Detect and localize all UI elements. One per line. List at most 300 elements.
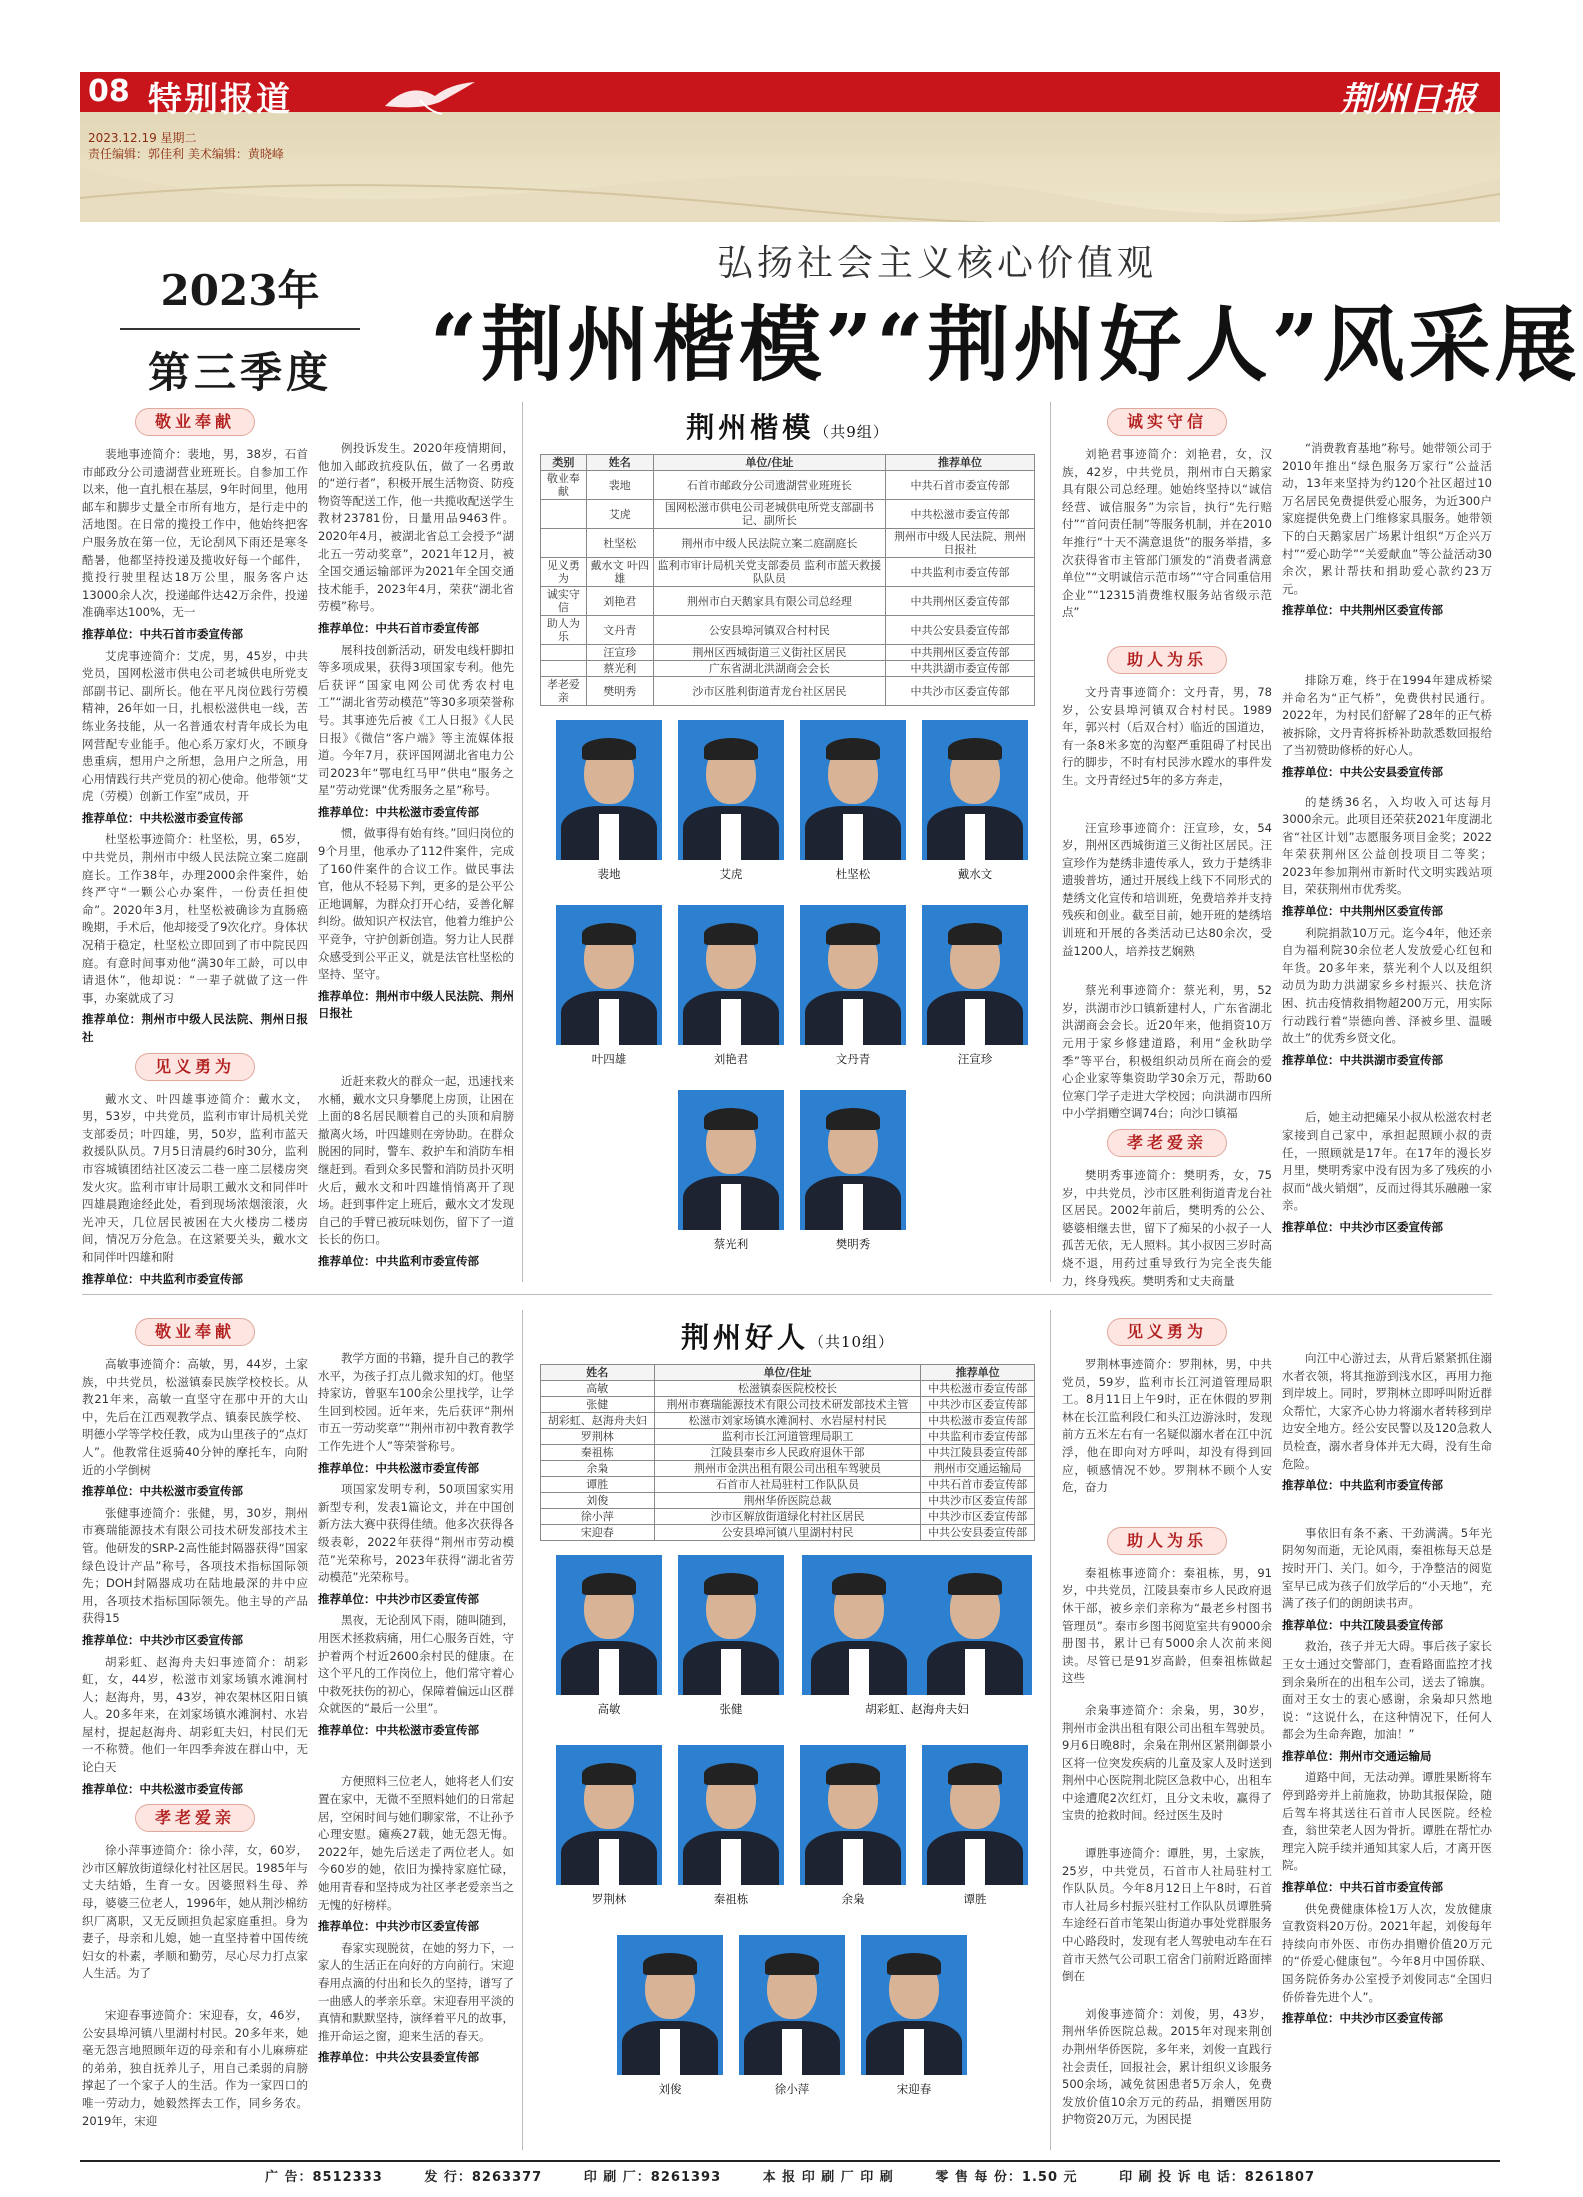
portrait-card [556, 1555, 662, 1717]
portrait-shirt-shape [721, 1839, 741, 1885]
table-cell: 蔡光利 [586, 661, 653, 677]
masthead-red-band [80, 72, 1500, 112]
table-row [541, 616, 1035, 645]
story-yuxiao-cont: 救治，孩子并无大碍。事后孩子家长王女士通过交警部门，查看路面监控才找到余枭所在的出租车公司，送去了锦旗。面对王女士的衷心感谢，余枭却只然地说：“这说什么，在这种情况下，任何人都会为生命奔跑，加油！” [1282, 1639, 1492, 1742]
recommender: 推荐单位：中共松滋市委宣传部 [318, 804, 479, 819]
story-hucaihong-zhaohaizhou: 胡彩虹、赵海舟夫妇事迹简介：胡彩虹，女，44岁，松滋市刘家场镇水滩涧村人；赵海舟，男，43岁，神农架林区阳日镇人。20多年来，在刘家场镇水滩涧村、水岩屋村，提起赵海舟、胡彩虹夫妇，村民们无一不称赞。他们一年四季奔波在群山中，无论白天 [82, 1654, 308, 1775]
crane-bird-icon [380, 76, 480, 116]
portrait-photo [678, 905, 784, 1045]
table-cell: 刘艳君 [586, 587, 653, 616]
portrait-card [861, 1935, 967, 2097]
headline-year-block [120, 258, 360, 400]
portrait-hair-shape [704, 1573, 758, 1595]
table-cell: 秦祖栋 [541, 1445, 655, 1461]
table-cell: 中共荆州区委宣传部 [885, 645, 1034, 661]
table-cell: 中共松滋市委宣传部 [885, 500, 1034, 529]
haoren-header-row [541, 1365, 1035, 1381]
portrait-card [922, 720, 1028, 882]
table-cell: 石首市人社局驻村工作队队员 [654, 1477, 921, 1493]
portrait-hair-shape [704, 923, 758, 945]
footer-complaint: 印 刷 投 诉 电 话：8261807 [1119, 2170, 1316, 2185]
table-row [541, 1525, 1035, 1541]
table-row [541, 1397, 1035, 1413]
table-row [541, 1445, 1035, 1461]
masthead [80, 72, 1500, 222]
portrait-shirt-shape [849, 1649, 869, 1695]
issue-editors: 责任编辑：郭佳利 美术编辑：黄晓峰 [88, 147, 284, 161]
portrait-card [556, 720, 662, 882]
table-cell: 石首市邮政分公司遗湖营业班班长 [653, 471, 885, 500]
footer-ad: 广 告：8512333 [264, 2170, 383, 2185]
table-cell: 敬业奉献 [541, 471, 587, 500]
portrait-shirt-shape [721, 1649, 741, 1695]
table-cell: 沙市区解放街道绿化村社区居民 [654, 1509, 921, 1525]
left-top-column-2 [318, 440, 514, 1275]
table-cell [541, 529, 587, 558]
story-liuyanjun: 刘艳君事迹简介：刘艳君，女，汉族，42岁，中共党员，荆州市白天鹅家具有限公司总经理。她始终坚持以“诚信经营、诚信服务”为宗旨，执行“先行赔付”“首问责任制”等服务机制，并在2010年推行“十天不满意退货”的服务举措，多次获得省市主管部门颁发的“消费者满意单位”“文明诚信示范市场”“守合同重信用企业”“12315消费维权服务站省级示范点” [1062, 447, 1272, 620]
portrait-caption: 汪宣珍 [957, 1052, 993, 1066]
table-cell: 荆州华侨医院总裁 [654, 1493, 921, 1509]
table-header-cell: 推荐单位 [921, 1365, 1035, 1381]
story-dai-ye-cont: 近赶来救火的群众一起，迅速找来水桶，戴水文只身攀爬上房顶，让困在上面的8名居民顺着自己的头顶和肩膀撤离火场，叶四雄则在旁协助。在群众脱困的同时，警车、救护车和消防车相继赶到。看到众多民警和消防员扑灭明火后，戴水文和叶四雄悄悄离开了现场。赶到事件定上班后，戴水文才发现自己的手臂已被玩味划伤，留下了一道长长的伤口。 [318, 1074, 514, 1247]
table-cell: 宋迎春 [541, 1525, 655, 1541]
table-cell: 汪宣珍 [586, 645, 653, 661]
table-cell: 中共洪湖市委宣传部 [885, 661, 1034, 677]
portrait-caption: 刘艳君 [713, 1052, 749, 1066]
table-cell: 文丹青 [586, 616, 653, 645]
portrait-shirt-shape [843, 999, 863, 1045]
column-divider [522, 1310, 523, 2150]
table-row [541, 1381, 1035, 1397]
portrait-hair-shape [948, 1573, 1002, 1595]
table-cell: 监利市长江河道管理局职工 [654, 1429, 921, 1445]
story-tansheng-cont: 道路中间，无法动弹。谭胜果断将车停到路旁并上前施救，协助其报保险，随后驾车将其送往石首市人民医院。经检查，翁世荣老人因为骨折。谭胜在帮忙办理完入院手续并通知其家人后，才离开医院。 [1282, 1770, 1492, 1873]
table-row [541, 558, 1035, 587]
recommender: 推荐单位：中共监利市委宣传部 [318, 1253, 479, 1268]
portrait-caption: 蔡光利 [713, 1237, 749, 1251]
table-cell: 公安县埠河镇双合村村民 [653, 616, 885, 645]
table-cell: 高敏 [541, 1381, 655, 1397]
page-number: 08 [88, 74, 130, 109]
portrait-shirt-shape [721, 1184, 741, 1230]
recommender: 推荐单位：中共沙市区委宣传部 [1282, 2011, 1443, 2026]
portrait-photo [617, 1935, 723, 2075]
table-cell: 沙市区胜利街道青龙台社区居民 [653, 677, 885, 706]
portrait-caption: 张健 [719, 1702, 743, 1716]
table-cell: 孝老爱亲 [541, 677, 587, 706]
portrait-photo [800, 720, 906, 860]
haoren-title [540, 1316, 1035, 1356]
section-label-helping: 助人为乐 [1107, 646, 1227, 674]
table-cell: 荆州区西城街道三义街社区居民 [653, 645, 885, 661]
portrait-hair-shape [582, 1573, 636, 1595]
portrait-hair-shape [948, 738, 1002, 760]
table-cell: 中共沙市区委宣传部 [921, 1509, 1035, 1525]
story-gaomin: 高敏事迹简介：高敏，男，44岁，土家族，中共党员，松滋镇泰民族学校校长。从教21年来，高敏一直坚守在那中开的大山中，先后在江西观教学点、镇泰民族学校、明德小学等学校任教，成为山里孩子的“点灯人”。他教常住返骑40分钟的摩托车，向附近的小学倒树 [82, 1357, 308, 1477]
headline-year-rule [120, 328, 360, 330]
haoren-table-body [541, 1381, 1035, 1541]
footer-info-bar [80, 2160, 1500, 2184]
table-cell: 松滋市刘家场镇水滩涧村、水岩屋村村民 [654, 1413, 921, 1429]
portrait-shirt-shape [599, 814, 619, 860]
section-label-bravery: 见义勇为 [135, 1053, 255, 1081]
portrait-card [800, 1090, 906, 1252]
recommender: 推荐单位：中共松滋市委宣传部 [82, 810, 243, 825]
table-row [541, 1429, 1035, 1445]
portrait-photo [556, 905, 662, 1045]
table-cell: 松滋镇泰医院校校长 [654, 1381, 921, 1397]
table-cell: 中共松滋市委宣传部 [921, 1413, 1035, 1429]
recommender: 推荐单位：中共荆州区委宣传部 [1282, 603, 1443, 618]
portrait-shirt-shape [660, 2029, 680, 2075]
table-cell: 胡彩虹、赵海舟夫妇 [541, 1413, 655, 1429]
recommender: 推荐单位：中共石首市委宣传部 [1282, 1880, 1443, 1895]
table-row [541, 471, 1035, 500]
story-luojinglin-cont: 向江中心游过去，从背后紧紧抓住溺水者衣领，将其拖游到浅水区，再用力拖到岸坡上。同时，罗荆林立即呼叫附近群众帮忙，大家齐心协力将溺水者转移到岸边安全地方。经公安民警以及120急救人员检查，溺水者身体并无大碍，没有生命危险。 [1282, 1351, 1492, 1471]
portrait-hair-shape [582, 1763, 636, 1785]
table-row [541, 1477, 1035, 1493]
story-hu-zhao-cont: 黑夜，无论刮风下雨，随叫随到，用医术拯救病痛，用仁心服务百姓，守护着两个村近2600余村民的健康。在这个平凡的工作岗位上，他们常守着心中救死扶伤的初心，保障着偏远山区群众就医的“最后一公里”。 [318, 1613, 514, 1716]
portrait-card [800, 1745, 906, 1907]
right-top-column-2 [1282, 440, 1492, 1241]
story-zhangjian-cont: 项国家发明专利，50项国家实用新型专利，发表1篇论文，并在中国创新方法大赛中获得佳绩。他多次获得各级表彰，2022年获得“荆州市劳动模范”光荣称号，2023年获得“湖北省劳动模范”光荣称号。 [318, 1482, 514, 1585]
headline-main-title: “荆州楷模”“荆州好人”风采展 [430, 297, 1581, 393]
story-daishuiwen-yesixiong: 戴水文、叶四雄事迹简介：戴水文，男，53岁，中共党员，监利市审计局机关党支部委员；叶四雄，男，50岁，监利市蓝天救援队队员。7月5日清晨约6时30分，监利市容城镇团结社区凌云二巷一座二层楼房突发火灾。监利市审计局职工戴水文和同伴叶四雄晨跑途经此处，看到现场浓烟滚滚，火光冲天，几位居民被困在大火楼房二楼房间，情况万分危急。在这紧要关头，戴水文和同伴叶四雄和附 [82, 1091, 308, 1264]
table-cell: 荆州市白天鹅家具有限公司总经理 [653, 587, 885, 616]
table-cell: 荆州市赛瑞能源技术有限公司技术研发部技术主管 [654, 1397, 921, 1413]
recommender: 推荐单位：中共洪湖市委宣传部 [1282, 1052, 1443, 1067]
left-top-column [82, 402, 308, 1292]
left-bottom-column-2 [318, 1350, 514, 2071]
story-yuxiao: 余枭事迹简介：余枭，男，30岁，荆州市金洪出租有限公司出租车驾驶员。9月6日晚8时，余枭在荆州区紧荆御景小区将一位突发疾病的儿童及家人及时送到荆州中心医院荆北院区急救中心，出租车中途遭爬2次红灯，且分文未收，赢得了宝贵的抢救时间。经过医生及时 [1062, 1702, 1272, 1823]
left-bottom-column [82, 1312, 308, 2134]
brand-logo: 荆州日报 [1340, 80, 1476, 120]
table-row [541, 1509, 1035, 1525]
portrait-card [556, 1745, 662, 1907]
portrait-caption: 刘俊 [658, 2082, 682, 2096]
portrait-photo [922, 905, 1028, 1045]
table-header-cell: 推荐单位 [885, 455, 1034, 471]
recommender: 推荐单位：中共松滋市委宣传部 [82, 1781, 243, 1796]
portrait-card [617, 1935, 723, 2097]
portrait-photo [739, 1935, 845, 2075]
portrait-shirt-shape [782, 2029, 802, 2075]
portrait-photo [556, 1745, 662, 1885]
story-zhangjian: 张健事迹简介：张健，男，30岁，荆州市赛瑞能源技术有限公司技术研发部技术主管。他研发的SRP-2高性能封隔器获得“国家绿色设计产品”称号，各项技术指标国际领先；DOH封隔器成功在陆地最深的井中应用，各项技术指标国际领先。他主导的产品获得15 [82, 1505, 308, 1626]
story-liujun: 刘俊事迹简介：刘俊，男，43岁，荆州华侨医院总裁。2015年对现来荆创办荆州华侨医院，多年来，刘俊一直践行社会责任，回报社会，累计组织义诊服务500余场，减免贫困患者5万余人，免费发放价值10余万元的药品，捐赠医用防护物资20万元，为困民提 [1062, 2006, 1272, 2127]
portrait-hair-shape [948, 923, 1002, 945]
table-header-cell: 姓名 [541, 1365, 655, 1381]
recommender: 推荐单位：中共江陵县委宣传部 [1282, 1617, 1443, 1632]
table-cell: 中共石首市委宣传部 [885, 471, 1034, 500]
portrait-hair-shape [826, 1763, 880, 1785]
portrait-photo [861, 1935, 967, 2075]
table-cell: 中共监利市委宣传部 [885, 558, 1034, 587]
portrait-photo [678, 720, 784, 860]
story-liujun-cont: 供免费健康体检1万人次，发放健康宣教资料20万份。2021年起，刘俊每年持续向市外医、市伤办捐赠价值20万元的“侨爱心健康包”。今年8月中国侨联、国务院侨务办公室授予刘俊同志“全国归侨侨眷先进个人”。 [1282, 1901, 1492, 2004]
portrait-hair-shape [826, 738, 880, 760]
table-header-cell: 姓名 [586, 455, 653, 471]
footer-print: 印 刷 厂：8261393 [583, 2170, 722, 2185]
portrait-shirt-shape [965, 814, 985, 860]
story-dujiansong: 杜坚松事迹简介：杜坚松，男，65岁，中共党员，荆州市中级人民法院立案二庭副庭长。工作38年，办理2000余件案件，始终严守“一颗公心办案件，一份责任担使命”。2020年3月，杜坚松被确诊为直肠癌晚期，手术后，他却接受了9次化疗。身体状况稍于稳定，杜坚松立即回到了市中院民四庭。有意时间事劝他“满30年工龄，可以申请退休”，他却说：“一辈子就做了这一件事，办案就成了习 [82, 832, 308, 1005]
portrait-shirt-shape [965, 1649, 985, 1695]
story-xuxiaoping: 徐小萍事迹简介：徐小萍，女，60岁，沙市区解放街道绿化村社区居民。1985年与丈夫结婚，生育一女。因婆照料生母、养母，婆婆三位老人，1996年，她从荆沙棉纺织厂离职，又无反顾担负起家庭重担。身为妻子，母亲和儿媳，她一直坚持着中国传统妇女的朴素，孝顺和勤劳，尽心尽力打点家人生活。为了 [82, 1843, 308, 1981]
table-cell: 监利市审计局机关党支部委员 监利市蓝天救援队队员 [653, 558, 885, 587]
portrait-photo [800, 1745, 906, 1885]
portrait-shirt-shape [599, 999, 619, 1045]
portrait-shirt-shape [599, 1649, 619, 1695]
portrait-hair-shape [826, 923, 880, 945]
section-label-dedication: 敬业奉献 [135, 1318, 255, 1346]
portrait-caption: 杜坚松 [835, 867, 871, 881]
story-qinzudong-cont: 事依旧有条不紊、干劲满满。5年光阴匆匆而逝，无论风雨，秦祖栋每天总是按时开门、关门。如今，于净整洁的阅览室早已成为孩子们放学后的“小天地”，充满了孩子们的朗朗读书声。 [1282, 1525, 1492, 1611]
recommender: 推荐单位：中共公安县委宣传部 [1282, 764, 1443, 779]
recommender: 推荐单位：中共沙市区委宣传部 [318, 1591, 479, 1606]
table-cell: 中共沙市区委宣传部 [885, 677, 1034, 706]
table-cell: 见义勇为 [541, 558, 587, 587]
table-row [541, 677, 1035, 706]
section-label-bravery: 见义勇为 [1107, 1318, 1227, 1346]
kaimo-title-text: 荆州楷模 [686, 411, 815, 444]
table-row [541, 661, 1035, 677]
table-row [541, 529, 1035, 558]
table-cell: 杜坚松 [586, 529, 653, 558]
section-label-filial: 孝老爱亲 [1107, 1129, 1227, 1157]
table-cell: 中共沙市区委宣传部 [921, 1493, 1035, 1509]
story-peidi-cont: 例投诉发生。2020年疫情期间，他加入邮政抗疫队伍，做了一名勇敢的“逆行者”，积极开展生活物资、防疫物资等配送工作，他一共揽收配送学生教材23781份，日量用品9463件。2020年4月，被湖北省总工会授予“湖北五一劳动奖章”，2021年12月，被全国交通运输部评为2021年全国交通技术能手，2023年4月，荣获“湖北省劳模”称号。 [318, 441, 514, 614]
table-cell [541, 645, 587, 661]
portrait-photo [800, 1090, 906, 1230]
table-cell: 谭胜 [541, 1477, 655, 1493]
portrait-hair-shape [765, 1953, 819, 1975]
table-cell: 中共沙市区委宣传部 [921, 1397, 1035, 1413]
recommender: 推荐单位：中共公安县委宣传部 [318, 2050, 479, 2065]
portrait-caption: 艾虎 [719, 867, 743, 881]
haoren-count: （共10组） [808, 1333, 895, 1351]
section-label-dedication: 敬业奉献 [135, 408, 255, 436]
portrait-photo [678, 1555, 784, 1695]
section-label-helping: 助人为乐 [1107, 1527, 1227, 1555]
portrait-shirt-shape [843, 1839, 863, 1885]
table-cell: 荆州市金洪出租有限公司出租车驾驶员 [654, 1461, 921, 1477]
story-peidi: 裴地事迹简介：裴地，男，38岁，石首市邮政分公司遗湖营业班班长。自参加工作以来，他一直扎根在基层，9年时间里，他用邮车和脚步丈量全市所有地方，是行走中的活地图。在日常的揽投工作中，他始终把客户服务放在第一位，无论刮风下雨还是寒冬酷暑，他都坚持投递及揽收好每一个邮件，揽投行驶里程达18万公里，服务客户达13000余人次，投递邮件达42万余件，投递准确率达100%，无一 [82, 447, 308, 620]
story-caiguangli: 蔡光利事迹简介：蔡光利，男，52岁，洪湖市沙口镇新建村人，广东省湖北洪湖商会会长。近20年来，他捐资10万元用于家乡修建道路，利用“金秋助学季”等平台，积极组织动员所在商会的爱心企业家等集资助学30余万元，帮助60位寒门学子走进大学校园；向洪湖市四所中小学捐赠空调74台；向沙口镇福 [1062, 983, 1272, 1121]
story-songyingchun-cont: 春家实现脱贫，在她的努力下，一家人的生活正在向好的方向前行。宋迎春用点滴的付出和长久的坚持，谱写了一曲感人的孝亲乐章。宋迎春用平淡的真情和默默坚持，演绎着平凡的故事，推开命运之窗，迎来生活的春天。 [318, 1940, 514, 2043]
table-cell: 中共监利市委宣传部 [921, 1429, 1035, 1445]
kaimo-photo-grid [540, 720, 1035, 1300]
recommender: 推荐单位：中共松滋市委宣传部 [318, 1460, 479, 1475]
portrait-caption: 秦祖栋 [713, 1892, 749, 1906]
haoren-table [540, 1364, 1035, 1541]
issue-date: 2023.12.19 星期二 [88, 131, 197, 145]
portrait-shirt-shape [721, 814, 741, 860]
table-cell: 中共江陵县委宣传部 [921, 1445, 1035, 1461]
portrait-photo [922, 720, 1028, 860]
kaimo-count: （共9组） [814, 423, 889, 441]
section-title: 特别报道 [148, 80, 292, 120]
column-divider [522, 402, 523, 1282]
right-top-column [1062, 402, 1272, 1294]
portrait-hair-shape [887, 1953, 941, 1975]
story-qinzudong: 秦祖栋事迹简介：秦祖栋，男，91岁，中共党员，江陵县秦市乡人民政府退休干部，被乡亲们亲称为“最老乡村图书管理员”。秦市乡图书阅览室共有9000余册图书，累计已有5000余人次前来阅读。尽管已是91岁高龄，但秦祖栋做起这些 [1062, 1565, 1272, 1686]
table-cell: 艾虎 [586, 500, 653, 529]
portrait-card [556, 905, 662, 1067]
portrait-shirt-shape [721, 999, 741, 1045]
recommender: 推荐单位：中共石首市委宣传部 [82, 626, 243, 641]
portrait-photo [556, 720, 662, 860]
story-wangxuanzhen-cont: 的楚绣36名，入均收入可达每月3000余元。此项目还荣获2021年度湖北省“社区计划”志愿服务项目金奖；2022年荣获荆州区公益创投项目二等奖；2023年参加荆州市新时代文明实践站项目，荣获荆州市优秀奖。 [1282, 794, 1492, 897]
story-dujiansong-cont: 惯，做事得有始有终。”回归岗位的9个月里，他承办了112件案件，完成了160件案件的合议工作。做民事法官，他从不轻易下判，更多的是公平公正地调解，为群众打开心结，妥善化解纠纷。做知识产权法官，他着力维护公平竞争，守护创新创造。努力让人民群众感受到公平正义，就是法官杜坚松的坚持、坚守。 [318, 826, 514, 982]
table-header-cell: 单位/住址 [654, 1365, 921, 1381]
section-label-honesty: 诚实守信 [1107, 408, 1227, 436]
portrait-shirt-shape [965, 1839, 985, 1885]
story-caiguangli-cont: 利院捐款10万元。迄今4年，他还亲自为福利院30余位老人发放爱心红包和年货。20多年来，蔡光利个人以及组织动员为助力洪湖家乡乡村振兴、扶危济困、抗击疫情救捐物超200万元，用实际行动践行着“崇德向善、泽被乡里、温暖故土”的优秀乡贤文化。 [1282, 925, 1492, 1046]
table-cell: 中共公安县委宣传部 [885, 616, 1034, 645]
portrait-hair-shape [582, 923, 636, 945]
portrait-photo [678, 1090, 784, 1230]
table-cell: 樊明秀 [586, 677, 653, 706]
portrait-card [922, 1745, 1028, 1907]
kaimo-table [540, 454, 1035, 706]
story-wendanqing-cont: 排除万难，终于在1994年建成桥梁并命名为“正气桥”，免费供村民通行。2022年，为村民们舒解了28年的正气桥被拆除，文丹青将拆桥补助款悉数回报给了当初赞助修桥的好心人。 [1282, 672, 1492, 758]
portrait-caption: 谭胜 [963, 1892, 987, 1906]
portrait-hair-shape [826, 1108, 880, 1130]
table-cell [541, 500, 587, 529]
story-fanmingxiu-cont: 后，她主动把瘫呆小叔从松滋农村老家接到自己家中，承担起照顾小叔的责任，一照顾就是17年。在17年的漫长岁月里，樊明秀家中没有因为多了残疾的小叔而“战火销烟”，反而过得其乐融融一家亲。 [1282, 1110, 1492, 1213]
table-cell: 荆州市交通运输局 [921, 1461, 1035, 1477]
recommender: 推荐单位：荆州市中级人民法院、荆州日报社 [318, 988, 514, 1021]
haoren-title-text: 荆州好人 [680, 1321, 809, 1354]
story-songyingchun: 宋迎春事迹简介：宋迎春，女，46岁，公安县埠河镇八里湖村村民。20多年来，她毫无怨言地照顾年迈的母亲和有小儿麻痹症的弟弟，独自抚养儿子，用自己柔弱的肩膀撑起了一个家子人的生活。作为一家四口的唯一劳动力，她毅然挥去工作，同乡务农。2019年，宋迎 [82, 2008, 308, 2128]
story-xuxiaoping-cont: 方便照料三位老人，她将老人们安置在家中，无微不至照料她们的日常起居，空闲时间与她们聊家常，不让孙予心理安慰。瘫痪27载，她无怨无悔。2022年，她先后送走了两位老人。如今60岁的她，依旧为操持家庭忙碌，她用青春和坚持成为社区孝老爱亲当之无愧的好榜样。 [318, 1774, 514, 1912]
portrait-card [678, 1090, 784, 1252]
table-row [541, 1461, 1035, 1477]
kaimo-block [540, 406, 1035, 1300]
table-cell: 徐小萍 [541, 1509, 655, 1525]
recommender: 推荐单位：中共松滋市委宣传部 [318, 1722, 479, 1737]
portrait-hair-shape [704, 1108, 758, 1130]
footer-printer: 本 报 印 刷 厂 印 刷 [762, 2170, 894, 2185]
table-cell: 中共石首市委宣传部 [921, 1477, 1035, 1493]
table-cell: 广东省湖北洪湖商会会长 [653, 661, 885, 677]
portrait-card [678, 1555, 784, 1717]
footer-price: 零 售 每 份：1.50 元 [935, 2170, 1078, 2185]
table-cell [541, 661, 587, 677]
right-bottom-column-2 [1282, 1350, 1492, 2032]
table-cell: 张健 [541, 1397, 655, 1413]
story-aihu-cont: 展科技创新活动，研发电线杆脚扣等多项成果，获得3项国家专利。他先后获评“国家电网公司优秀农村电工”“湖北省劳动模范”等30多项荣誉称号。其事迹先后被《工人日报》《人民日报》《微信“客户端》等主流媒体报道。今年7月，获评国网湖北省电力公司2023年“鄂电红马甲”供电“服务之星”劳动党课“优秀服务之星”称号。 [318, 642, 514, 798]
table-cell: 诚实守信 [541, 587, 587, 616]
headline-subtitle: 弘扬社会主义核心价值观 [717, 243, 1158, 284]
portrait-shirt-shape [599, 1839, 619, 1885]
recommender: 推荐单位：荆州市交通运输局 [1282, 1748, 1432, 1763]
story-liuyanjun-cont: “消费教育基地”称号。她带领公司于2010年推出“绿色服务万家行”公益活动，13年来坚持为约120个社区超过10万名居民免费提供爱心服务，为近300户家庭提供免费上门维修家具服务。她带领下的白天鹅家居广场累计组织“万企兴万村”“爱心助学”“关爱献血”等公益活动30余次，累计帮扶和捐助爱心款约23万元。 [1282, 441, 1492, 596]
portrait-photo [802, 1555, 1032, 1695]
portrait-caption: 余枭 [841, 1892, 865, 1906]
table-row [541, 1413, 1035, 1429]
portrait-card [678, 905, 784, 1067]
recommender: 推荐单位：中共沙市区委宣传部 [82, 1632, 243, 1647]
story-gaomin-cont: 教学方面的书籍，提升自己的教学水平，为孩子打点儿微求知的灯。他坚持家访，曾驱车100余公里找学，让学生回到校园。近年来，先后获评“荆州市五一劳动奖章”“荆州市初中教育教学工作先进个人”等荣誉称号。 [318, 1351, 514, 1453]
portrait-hair-shape [704, 738, 758, 760]
kaimo-header-row [541, 455, 1035, 471]
portrait-caption: 高敏 [597, 1702, 621, 1716]
portrait-shirt-shape [965, 999, 985, 1045]
portrait-caption: 胡彩虹、赵海舟夫妇 [865, 1702, 969, 1716]
table-cell: 中共荆州区委宣传部 [885, 587, 1034, 616]
table-cell: 裴地 [586, 471, 653, 500]
portrait-card [678, 1745, 784, 1907]
story-tansheng: 谭胜事迹简介：谭胜，男，土家族，25岁，中共党员，石首市人社局驻村工作队队员。今年8月12日上午8时，石首市人社局乡村振兴驻村工作队队员谭胜骑车途经石首市笔架山街道办事处党群服务中心路段时，发现有老人驾驶电动车在石首市天然气公司职工宿舍门前附近路面摔倒在 [1062, 1846, 1272, 1984]
portrait-caption: 戴水文 [957, 867, 993, 881]
table-header-cell: 单位/住址 [653, 455, 885, 471]
portrait-photo [556, 1555, 662, 1695]
table-cell: 公安县埠河镇八里湖村村民 [654, 1525, 921, 1541]
recommender: 推荐单位：中共监利市委宣传部 [82, 1271, 243, 1286]
portrait-caption: 宋迎春 [896, 2082, 932, 2096]
portrait-hair-shape [704, 1763, 758, 1785]
recommender: 推荐单位：中共沙市区委宣传部 [1282, 1219, 1443, 1234]
portrait-photo [922, 1745, 1028, 1885]
portrait-shirt-shape [904, 2029, 924, 2075]
portrait-photo [800, 905, 906, 1045]
story-luojinglin: 罗荆林事迹简介：罗荆林，男，中共党员，59岁，监利市长江河道管理局职工。8月11日上午9时，正在休假的罗荆林在长江监利段仁和头江边游泳时，发现前方五米左右有一名疑似溺水者在江中沉浮，他在即向对方呼叫，却没有得到回应，顿感情况不妙。罗荆林不顾个人安危，奋力 [1062, 1357, 1272, 1495]
masthead-wave-decoration [80, 158, 1500, 222]
table-cell: 荆州市中级人民法院立案二庭副庭长 [653, 529, 885, 558]
section-label-filial: 孝老爱亲 [135, 1804, 255, 1832]
table-cell: 刘俊 [541, 1493, 655, 1509]
portrait-caption: 樊明秀 [835, 1237, 871, 1251]
table-row [541, 1493, 1035, 1509]
table-header-cell: 类别 [541, 455, 587, 471]
portrait-card [802, 1555, 1032, 1717]
recommender: 推荐单位：荆州市中级人民法院、荆州日报社 [82, 1012, 308, 1044]
story-wendanqing: 文丹青事迹简介：文丹青，男，78岁，公安县埠河镇双合村村民。1989年，郭兴村（后双合村）临近的国道边，有一条8米多宽的沟壑严重阻碍了村民出行的脚步，不时有村民涉水蹚水的事件发生。文丹青经过5年的多方奔走， [1062, 684, 1272, 787]
table-cell: 戴水文 叶四雄 [586, 558, 653, 587]
portrait-card [800, 905, 906, 1067]
table-cell: 余枭 [541, 1461, 655, 1477]
portrait-caption: 叶四雄 [591, 1052, 627, 1066]
kaimo-title [540, 406, 1035, 446]
headline-year: 2023年 [160, 266, 320, 315]
portrait-caption: 文丹青 [835, 1052, 871, 1066]
portrait-shirt-shape [843, 814, 863, 860]
recommender: 推荐单位：中共荆州区委宣传部 [1282, 904, 1443, 919]
story-fanmingxiu: 樊明秀事迹简介：樊明秀，女，75岁，中共党员，沙市区胜利街道青龙台社区居民。2002年前后，樊明秀的公公、婆婆相继去世，留下了痴呆的小叔子一人孤苦无依，无人照料。其小叔因三岁时高烧不退，用药过重导致行为完全丧失能力，终身残疾。樊明秀和丈夫商量 [1062, 1168, 1272, 1288]
story-wangxuanzhen: 汪宣珍事迹简介：汪宣珍，女，54岁，荆州区西城街道三义街社区居民。汪宣珍作为楚绣非遗传承人，致力于楚绣非遗骏普坊，通过开展线上线下不同形式的楚绣文化宣传和培训班，免费培养并支持残疾和创业。截至目前，她开班的楚绣培训班和开展的各类活动已达80余次，受益1200人，培养技艺娴熟 [1062, 820, 1272, 958]
portrait-caption: 裴地 [597, 867, 621, 881]
portrait-photo [678, 1745, 784, 1885]
kaimo-table-body [541, 471, 1035, 706]
portrait-card [800, 720, 906, 882]
table-row [541, 500, 1035, 529]
recommender: 推荐单位：中共松滋市委宣传部 [82, 1484, 243, 1499]
table-cell: 中共松滋市委宣传部 [921, 1381, 1035, 1397]
portrait-shirt-shape [843, 1184, 863, 1230]
portrait-caption: 罗荆林 [591, 1892, 627, 1906]
footer-distribution: 发 行：8263377 [424, 2170, 543, 2185]
table-cell: 江陵县秦市乡人民政府退休干部 [654, 1445, 921, 1461]
table-cell: 罗荆林 [541, 1429, 655, 1445]
portrait-hair-shape [948, 1763, 1002, 1785]
haoren-photo-grid [540, 1555, 1035, 2145]
headline-quarter: 第三季度 [147, 348, 332, 397]
recommender: 推荐单位：中共监利市委宣传部 [1282, 1478, 1443, 1493]
portrait-hair-shape [582, 738, 636, 760]
right-bottom-column [1062, 1312, 1272, 2133]
portrait-caption: 徐小萍 [774, 2082, 810, 2096]
